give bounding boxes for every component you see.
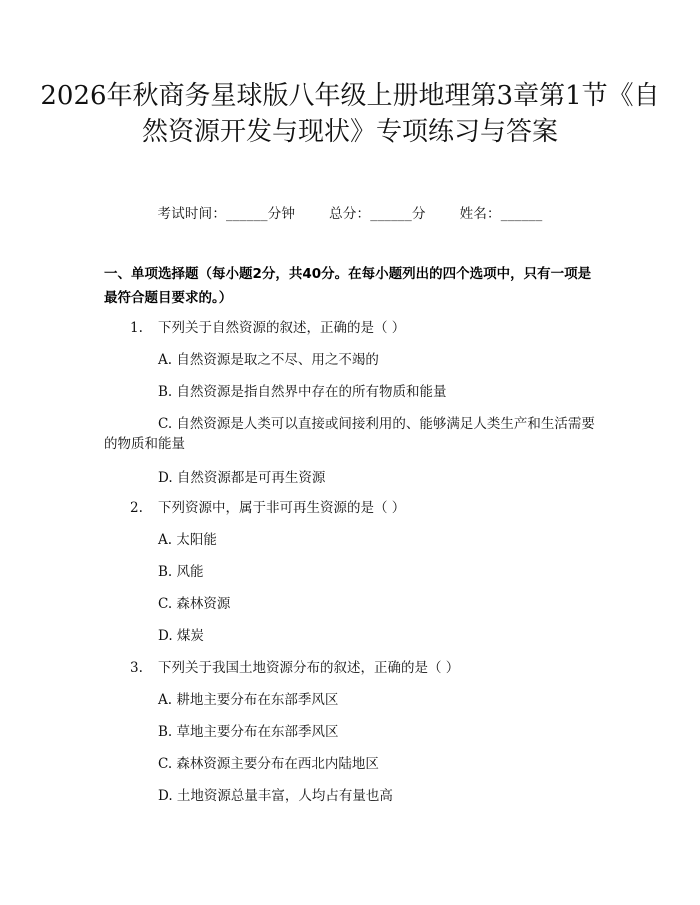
question-number: 1. (130, 320, 143, 336)
option-text: A. 自然资源是取之不尽、用之不竭的 (158, 352, 379, 368)
question-number: 2. (130, 500, 143, 516)
exam-meta (0, 202, 700, 222)
option-text: B. 自然资源是指自然界中存在的所有物质和能量 (158, 384, 447, 400)
exam-time: 考试时间：______分钟 (157, 206, 296, 222)
option-text: D. 土地资源总量丰富，人均占有量也高 (158, 788, 393, 804)
option-text: D. 煤炭 (158, 628, 204, 644)
option-text: D. 自然资源都是可再生资源 (158, 470, 326, 486)
student-name: 姓名：______ (459, 206, 543, 222)
option-text: B. 草地主要分布在东部季风区 (158, 724, 339, 740)
option-1c: C. 自然资源是人类可以直接或间接利用的、能够满足人类生产和生活需要的物质和能量 (104, 416, 595, 452)
document-title: 2026年秋商务星球版八年级上册地理第3章第1节《自然资源开发与现状》专项练习与答案 (40, 81, 660, 147)
question-text: 下列资源中，属于非可再生资源的是（ ） (158, 500, 406, 516)
exam-score: 总分：______分 (329, 206, 426, 222)
section-heading: 一、单项选择题（每小题2分，共40分。在每小题列出的四个选项中，只有一项是最符合题目要求的。） (104, 266, 592, 306)
question-text: 下列关于自然资源的叙述，正确的是（ ） (158, 320, 406, 336)
question-text: 下列关于我国土地资源分布的叙述，正确的是（ ） (158, 660, 460, 676)
option-text: C. 森林资源 (158, 596, 231, 612)
option-text: C. 森林资源主要分布在西北内陆地区 (158, 756, 379, 772)
option-text: B. 风能 (158, 564, 204, 580)
question-number: 3. (130, 660, 143, 676)
option-text: A. 耕地主要分布在东部季风区 (158, 692, 339, 708)
option-text: A. 太阳能 (158, 532, 217, 548)
